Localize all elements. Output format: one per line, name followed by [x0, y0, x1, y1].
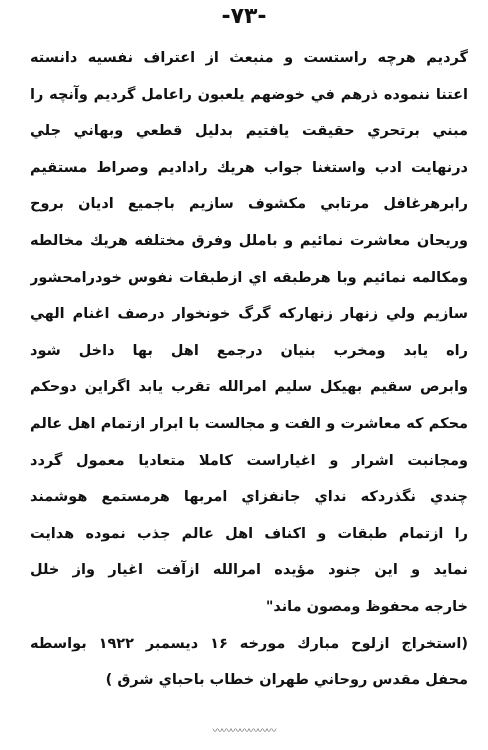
text-line-2: اعتنا ننموده ذرهم في خوضهم يلعبون راعامل گرديم وآنچه را [30, 86, 468, 103]
text-line-7: ومكالمه نمائيم وبا هرطبقه اي ازطبقات نفوس خودرامحشور [30, 269, 468, 286]
text-line-1: گرديم هرچه راستست و منبعث از اعتراف نفسيه دانسته [30, 50, 468, 66]
text-line-6: وريحان معاشرت نمائيم و باملل وفرق مختلفه هريك مخالطه [30, 232, 468, 249]
text-line-5: رابرهرغافل مرتابي مكشوف سازيم باجميع اديان بروح [30, 196, 468, 213]
page-number: -۷۳- [221, 4, 267, 29]
decorative-divider: 〰〰〰〰〰〰〰 [212, 726, 276, 737]
text-line-8: سازيم ولي زنهار زنهاركه گرگ خونخوار درصف اغنام الهي [30, 306, 468, 323]
text-line-3: مبني برتحري حقيقت يافتيم بدليل قطعي وبهاني جلي [30, 123, 468, 140]
text-line-15: نمايد و اين جنود مؤيده امرالله ازآفت اغيار واز خلل [30, 562, 468, 579]
text-line-13: چندي نگذردكه نداي جانفزاي امربها هرمستمع هوشمند [30, 489, 468, 506]
text-line-4: درنهايت ادب واستغنا جواب هريك راداديم وصراط مستقيم [30, 159, 468, 176]
text-line-16: خارجه محفوظ ومصون ماند" [265, 598, 468, 615]
body-text [30, 40, 468, 699]
source-note-line-2: محفل مقدس روحاني طهران خطاب باحباي شرق ) [105, 672, 468, 689]
text-line-9: راه يابد ومخرب بنيان درجمع اهل بها داخل شود [30, 342, 468, 359]
text-line-10: وابرص سقيم بهيكل سليم امرالله تقرب يابد اگراين دوحكم [30, 379, 468, 396]
text-line-11: محكم كه معاشرت و الفت و مجالست با ابرار ازتمام اهل عالم [30, 415, 468, 432]
source-note-line-1: (استخراج ازلوح مبارك مورخه ۱۶ ديسمبر ۱۹۲۲ بواسطه [30, 635, 468, 652]
text-line-12: ومجانبت اشرار و اغياراست كاملا متعاديا معمول گردد [30, 452, 468, 469]
text-line-14: را ازتمام طبقات و اكناف اهل عالم جذب نموده هدايت [30, 525, 468, 542]
